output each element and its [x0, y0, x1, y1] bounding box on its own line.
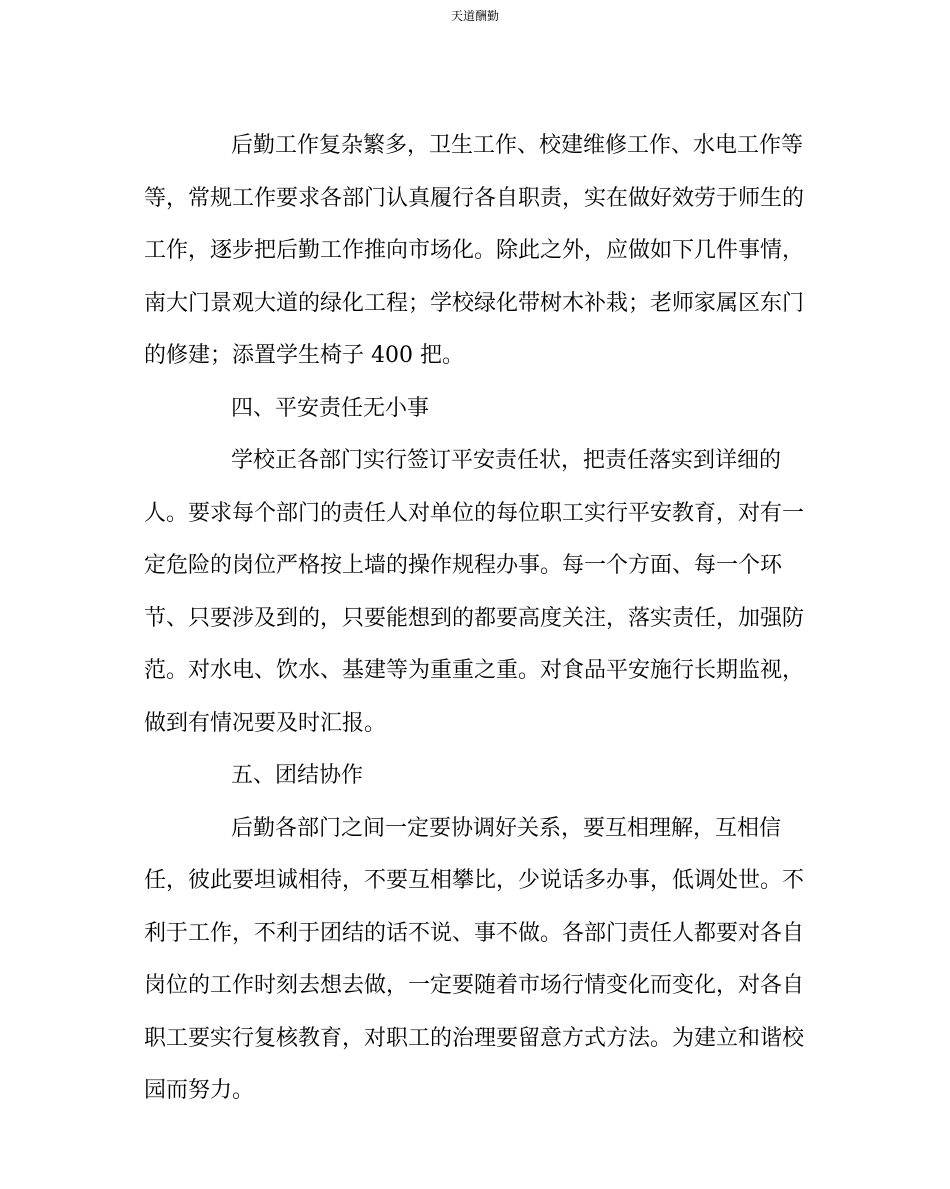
- paragraph-line: 后勤各部门之间一定要协调好关系，要互相理解，互相信: [231, 815, 782, 841]
- document-body: [144, 126, 804, 1124]
- paragraph-line: 定危险的岗位严格按上墙的操作规程办事。每一个方面、每一个环: [144, 553, 783, 578]
- paragraph-line: 工作，逐步把后勤工作推向市场化。除此之外，应做如下几件事情，: [144, 238, 805, 263]
- paragraph-line: 利于工作，不利于团结的话不说、事不做。各部门责任人都要对各自: [144, 920, 805, 946]
- paragraph-line: 后勤工作复杂繁多，卫生工作、校建维修工作、水电工作等: [231, 133, 804, 158]
- paragraph-line: 学校正各部门实行签订平安责任状，把责任落实到详细的: [231, 448, 782, 473]
- paragraph-line: 节、只要涉及到的，只要能想到的都要高度关注，落实责任，加强防: [144, 605, 805, 631]
- paragraph-line: 范。对水电、饮水、基建等为重重之重。对食品平安施行长期监视，: [144, 658, 805, 683]
- paragraph-line: 南大门景观大道的绿化工程；学校绿化带树木补栽；老师家属区东门: [144, 290, 805, 316]
- paragraph-line: 园而努力。: [144, 1078, 255, 1103]
- section-heading: 五、团结协作: [231, 763, 364, 788]
- paragraph-line: 人。要求每个部门的责任人对单位的每位职工实行平安教育，对有一: [144, 500, 805, 526]
- paragraph-line: 岗位的工作时刻去想去做，一定要随着市场行情变化而变化，对各自: [144, 973, 805, 998]
- paragraph-line: 任，彼此要坦诚相待，不要互相攀比，少说话多办事，低调处世。不: [144, 868, 805, 893]
- paragraph-line: 等，常规工作要求各部门认真履行各自职责，实在做好效劳于师生的: [144, 185, 805, 211]
- section-heading: 四、平安责任无小事: [231, 395, 430, 421]
- paragraph-line: 职工要实行复核教育，对职工的治理要留意方式方法。为建立和谐校: [144, 1025, 805, 1051]
- paragraph-line: 的修建；添置学生椅子 400 把。: [144, 343, 464, 368]
- paragraph-line: 做到有情况要及时汇报。: [144, 710, 387, 736]
- page-header: 天道酬勤: [450, 9, 499, 23]
